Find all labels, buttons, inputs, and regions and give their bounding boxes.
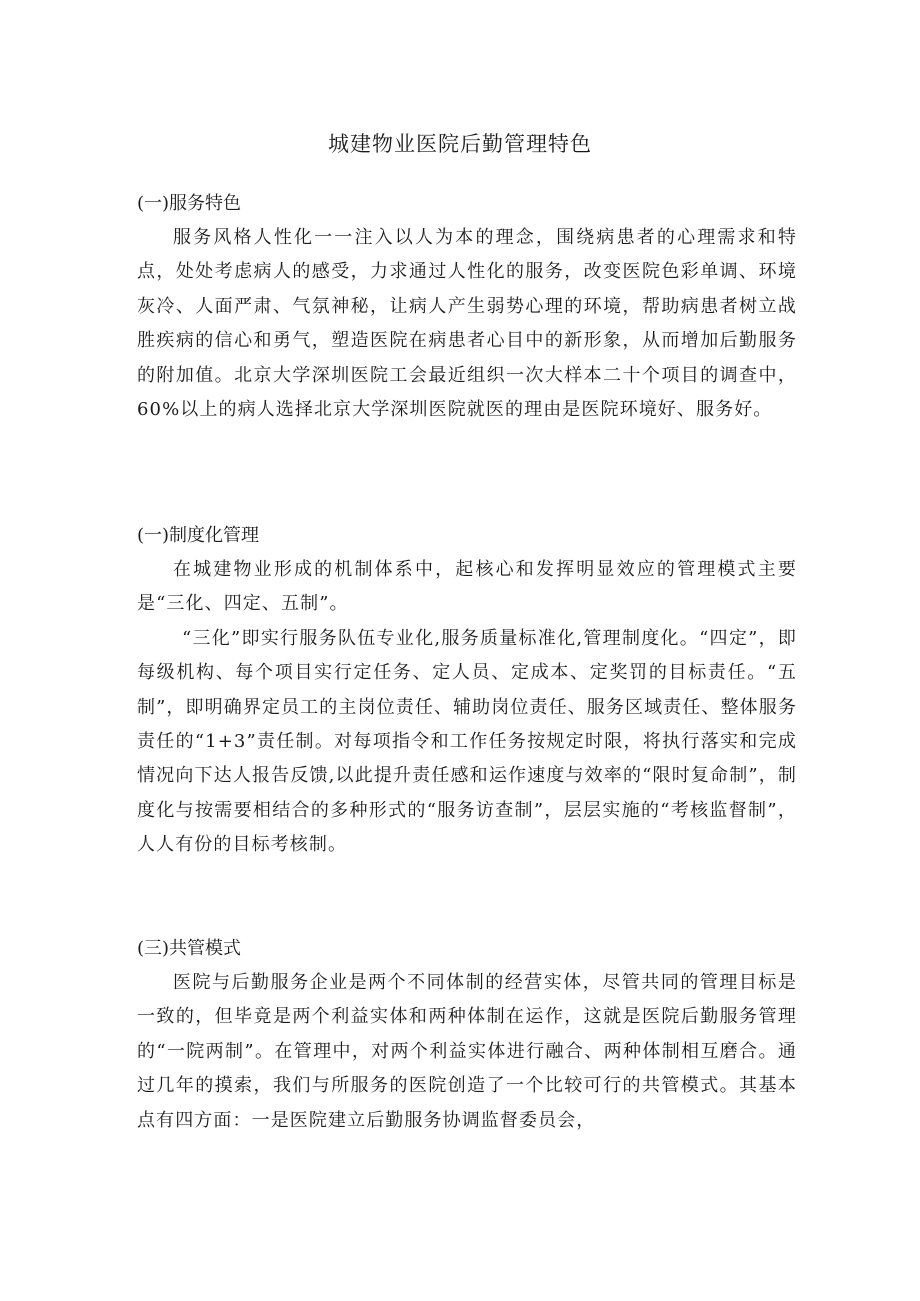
paragraph: 在城建物业形成的机制体系中，起核心和发挥明显效应的管理模式主要是“三化、四定、五制”。: [137, 559, 797, 615]
paragraph: 医院与后勤服务企业是两个不同体制的经营实体，尽管共同的管理目标是一致的，但毕竟是两个利益实体和两种体制在运作，这就是医院后勤服务管理的“一院两制”。在管理中，对两个利益实体进行融合、两种体制相互磨合。通过几年的摸索，我们与所服务的医院创造了一个比较可行的共管模式。其基本点有四方面：一是医院建立后勤服务协调监督委员会，: [137, 972, 797, 1131]
document-title: 城建物业医院后勤管理特色: [328, 132, 592, 157]
section-heading: (一)服务特色: [137, 193, 242, 214]
section-institutional-management: [137, 519, 797, 863]
section-heading: (一)制度化管理: [137, 525, 260, 546]
section-heading: (三)共管模式: [137, 938, 242, 959]
paragraph: 服务风格人性化一一注入以人为本的理念，围绕病患者的心理需求和特点，处处考虑病人的感受，力求通过人性化的服务，改变医院色彩单调、环境灰冷、人面严肃、气氛神秘，让病人产生弱势心理的环境，帮助病患者树立战胜疾病的信心和勇气，塑造医院在病患者心目中的新形象，从而增加后勤服务的附加值。北京大学深圳医院工会最近组织一次大样本二十个项目的调查中，60%以上的病人选择北京大学深圳医院就医的理由是医院环境好、服务好。: [137, 227, 797, 421]
section-co-management-model: [137, 932, 797, 1138]
section-service-features: [137, 187, 797, 427]
paragraph: “三化”即实行服务队伍专业化,服务质量标准化,管理制度化。“四定”，即每级机构、每个项目实行定任务、定人员、定成本、定奖罚的目标责任。“五制”，即明确界定员工的主岗位责任、辅助岗位责任、服务区域责任、整体服务责任的“1+3”责任制。对每项指令和工作任务按规定时限，将执行落实和完成情况向下达人报告反馈,以此提升责任感和运作速度与效率的“限时复命制”，制度化与按需要相结合的多种形式的“服务访查制”，层层实施的“考核监督制”，人人有份的目标考核制。: [137, 627, 797, 856]
